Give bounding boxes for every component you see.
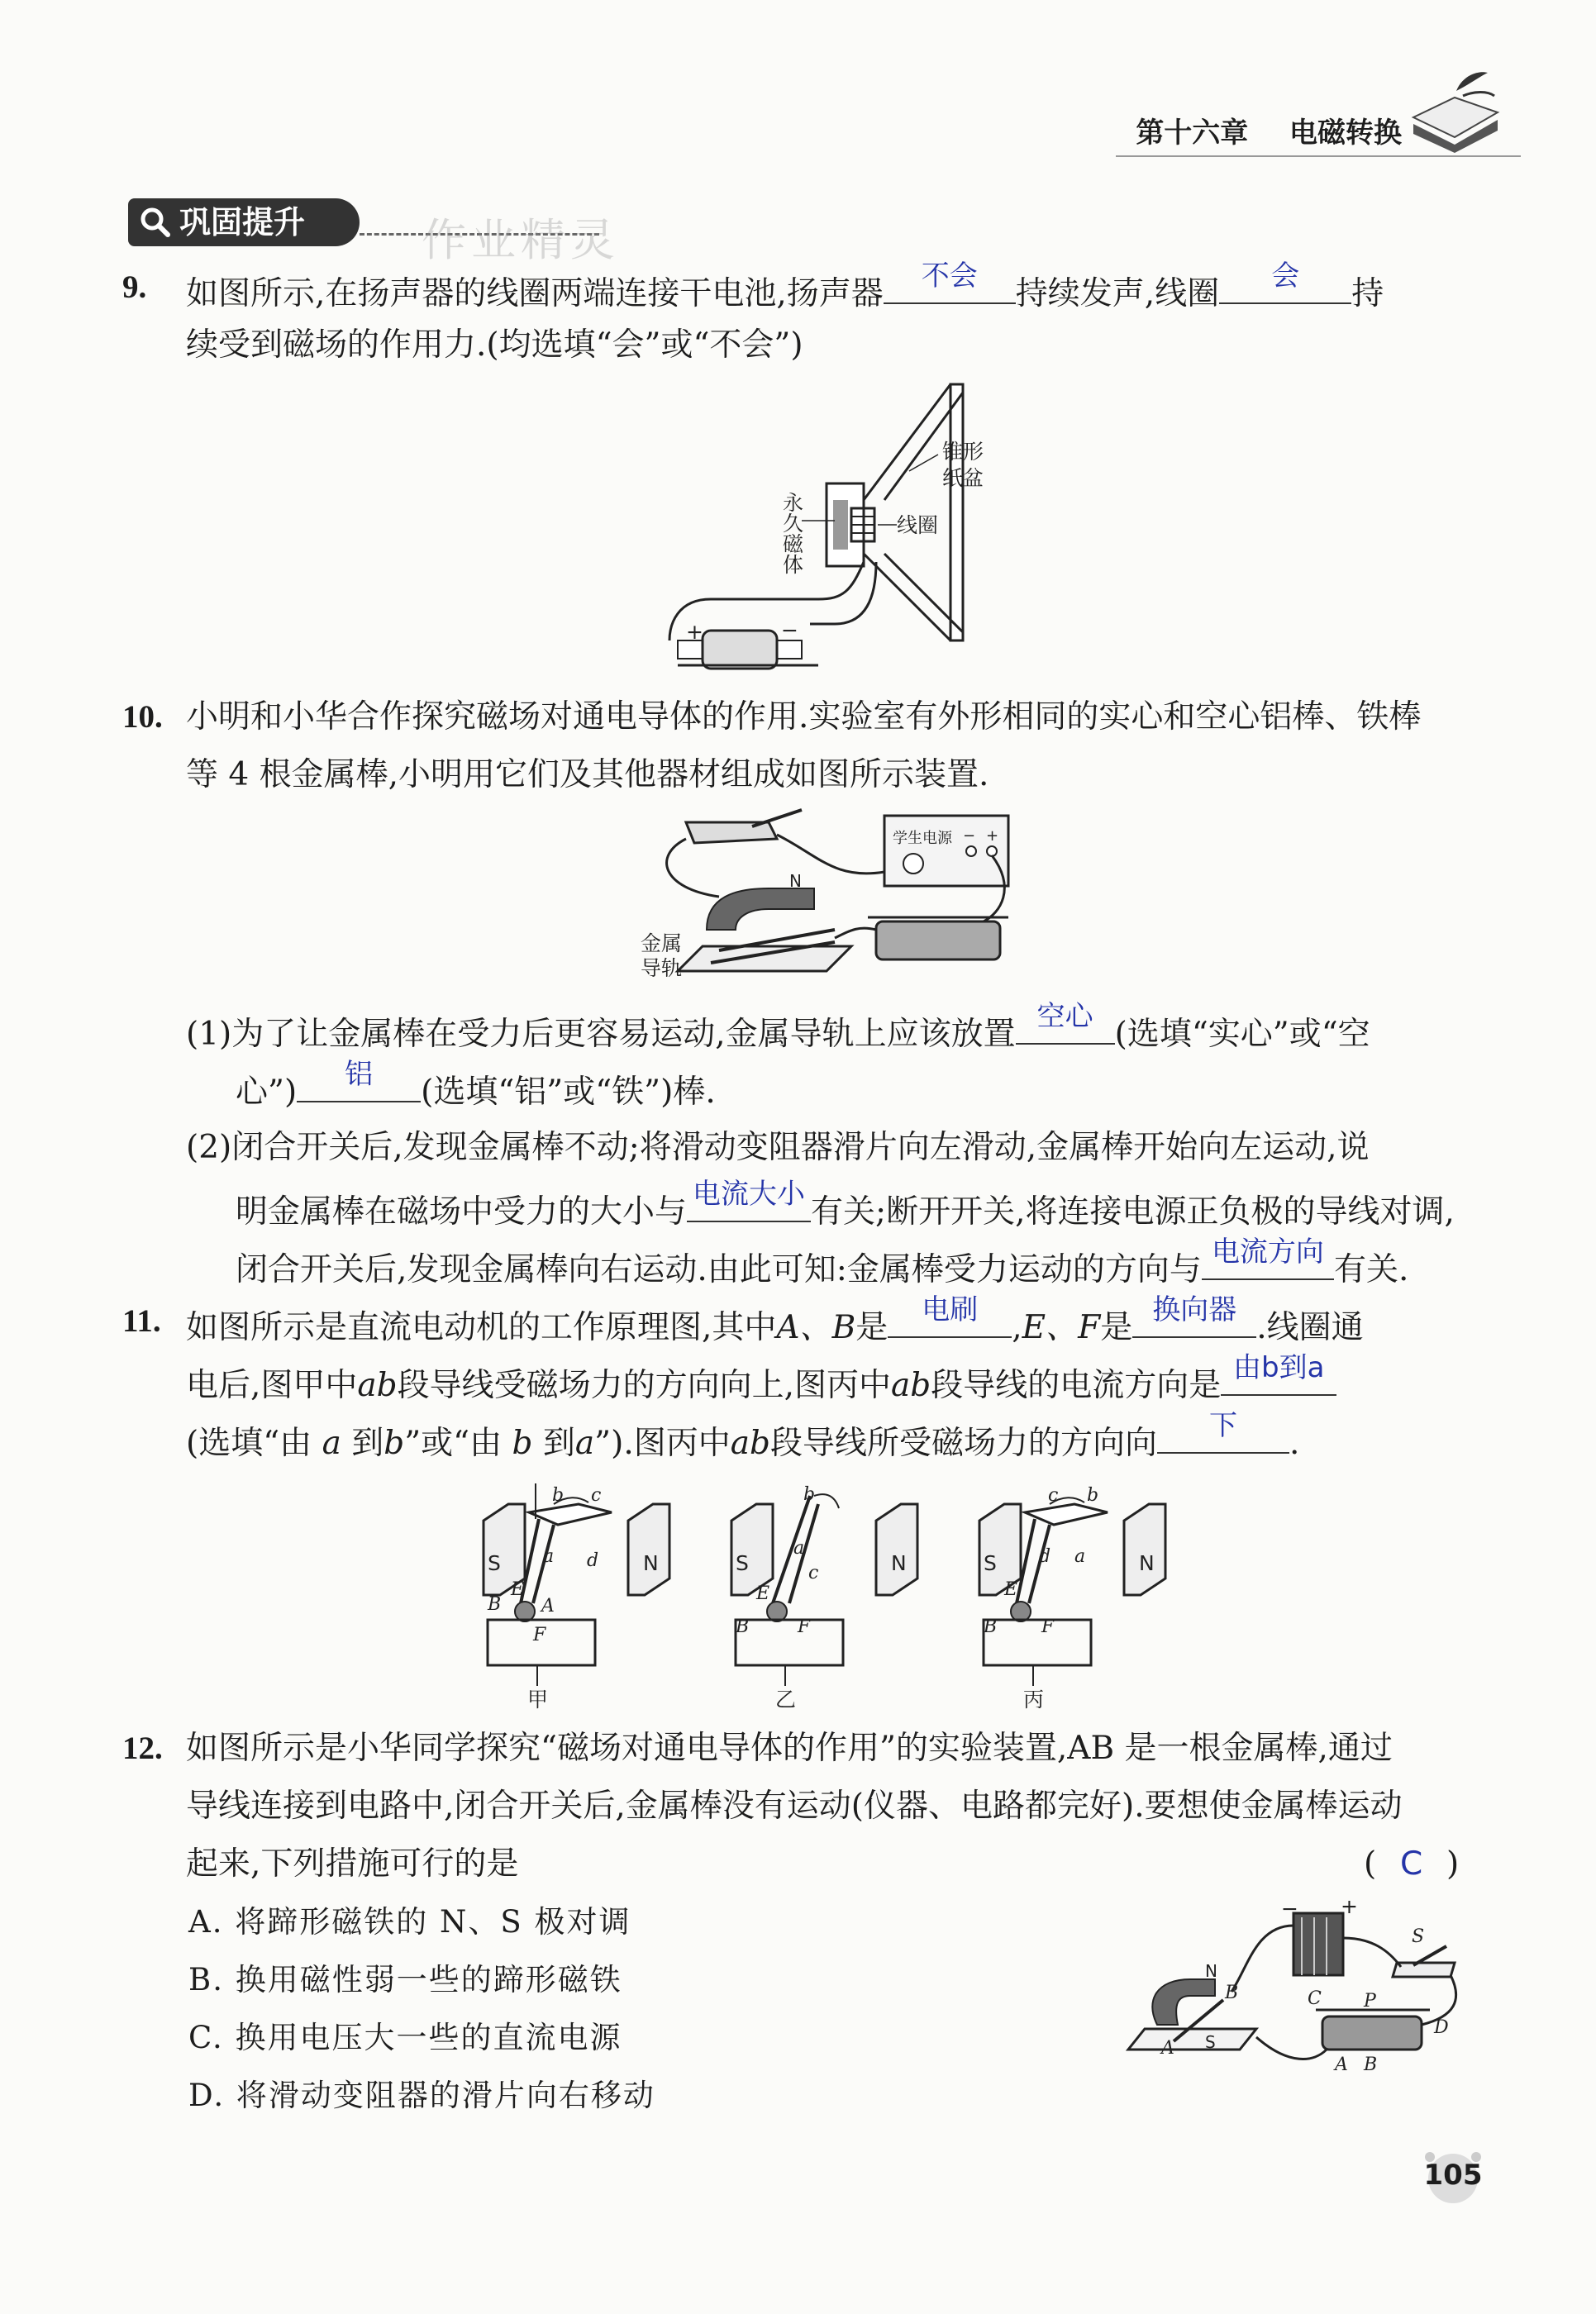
q11-t20: a — [574, 1425, 595, 1462]
q11-t21: ”).图丙中 — [594, 1425, 731, 1462]
bing-bb: B — [984, 1616, 998, 1637]
q11-answer2: 换向器 — [1152, 1293, 1237, 1326]
q9-answer1: 不会 — [921, 259, 978, 293]
q9-blank1 — [884, 259, 1016, 304]
q12-number: 12. — [122, 1731, 163, 1766]
jia-a: a — [543, 1546, 555, 1567]
bing-b: b — [1087, 1485, 1099, 1506]
motor-bing — [979, 1485, 1165, 1711]
q11-t19: 到 — [542, 1425, 575, 1462]
q11-line2 — [186, 1351, 1336, 1407]
q11-blank2 — [1132, 1293, 1256, 1338]
q12-option-b: B. 换用磁性弱一些的蹄形磁铁 — [188, 1962, 622, 1997]
rail-label1: 金属 — [641, 931, 683, 955]
q10-p1-text-c: 心”) — [236, 1074, 298, 1111]
bing-n: N — [1139, 1551, 1155, 1575]
q11-answer4: 下 — [1208, 1409, 1237, 1442]
q10-p2-text-b1: 明金属棒在磁场中受力的大小与 — [236, 1193, 688, 1231]
bing-f: F — [1041, 1616, 1055, 1637]
q10-answer2: 铝 — [345, 1058, 374, 1091]
power-minus: − — [963, 827, 976, 845]
jia-f: F — [533, 1625, 546, 1645]
jia-e: E — [511, 1579, 525, 1600]
q9-text-a: 如图所示,在扬声器的线圈两端连接干电池,扬声器 — [186, 275, 884, 312]
q11-blank1 — [888, 1293, 1012, 1338]
caption-jia: 甲 — [527, 1688, 549, 1711]
q10-p2-text-c1: 闭合开关后,发现金属棒向右运动.由此可知:金属棒受力运动的方向与 — [236, 1251, 1202, 1288]
bing-s: S — [984, 1551, 997, 1575]
q11-t6: 是 — [1100, 1309, 1133, 1346]
label-coil: 线圈 — [897, 513, 939, 537]
q11-t12: 段导线的电流方向是 — [931, 1367, 1222, 1404]
q12-option-a: A. 将蹄形磁铁的 N、S 极对调 — [188, 1904, 631, 1940]
jia-b: b — [552, 1485, 565, 1506]
chapter-number: 第十六章 — [1136, 117, 1249, 150]
bing-d: d — [1039, 1546, 1051, 1567]
q10-number: 10. — [122, 699, 163, 735]
section-title — [128, 198, 360, 246]
q10-blank2 — [297, 1058, 421, 1102]
q12-p: P — [1364, 1991, 1376, 2012]
speaker-minus: − — [781, 618, 798, 642]
q9-text-c: 持 — [1351, 275, 1384, 312]
q11-number: 11. — [122, 1303, 161, 1339]
q10-p1-text-b: (选填“实心”或“空 — [1114, 1016, 1370, 1053]
q10-line2: 等 4 根金属棒,小明用它们及其他器材组成如图所示装置. — [186, 756, 989, 793]
q10-blank4 — [1202, 1236, 1334, 1280]
q10-answer4: 电流方向 — [1211, 1236, 1324, 1269]
q11-t1: 如图所示是直流电动机的工作原理图,其中 — [186, 1309, 777, 1346]
yi-a: a — [793, 1538, 805, 1559]
jia-n: N — [643, 1551, 659, 1575]
chapter-header — [1136, 110, 1402, 150]
yi-bb: B — [736, 1616, 750, 1637]
q10-p2-text-c2: 有关. — [1333, 1251, 1409, 1288]
q12-a: A — [1335, 2055, 1348, 2075]
q10-answer1: 空心 — [1036, 1000, 1093, 1033]
q12-option-d: D. 将滑动变阻器的滑片向右移动 — [188, 2078, 655, 2113]
q12-figure — [1124, 1901, 1471, 2083]
jia-d: d — [587, 1550, 599, 1571]
yi-b: b — [803, 1484, 816, 1505]
q10-p2-text-b2: 有关;断开开关,将连接电源正负极的导线对调, — [811, 1193, 1455, 1231]
q11-line1 — [186, 1293, 1364, 1350]
q11-t15: 到 — [351, 1425, 384, 1462]
q11-answer3: 由b到a — [1233, 1351, 1325, 1384]
q12-b-top: B — [1225, 1983, 1239, 2003]
q11-t17: ”或“由 — [404, 1425, 503, 1462]
caption-bing: 丙 — [1023, 1688, 1045, 1711]
bing-e: E — [1004, 1579, 1018, 1600]
q10-blank3 — [687, 1178, 811, 1222]
book-icon — [1405, 66, 1504, 157]
q10-p2-line3 — [236, 1236, 1409, 1292]
power-plus: + — [986, 827, 999, 845]
q11-t4: , — [1012, 1309, 1022, 1346]
label-magnet: 永久磁体 — [779, 492, 804, 574]
bing-c: c — [1048, 1485, 1059, 1506]
q11-blank4 — [1157, 1409, 1289, 1454]
motor-yi — [731, 1484, 917, 1711]
speaker-plus: + — [686, 620, 703, 644]
caption-yi: 乙 — [775, 1688, 797, 1711]
section-title-text: 巩固提升 — [179, 204, 306, 240]
q11-t8: 电后,图甲中 — [186, 1367, 358, 1404]
speaker-figure — [645, 376, 992, 682]
q10-line1: 小明和小华合作探究磁场对通电导体的作用.实验室有外形相同的实心和空心铝棒、铁棒 — [186, 698, 1422, 736]
q12-plus: + — [1341, 1901, 1358, 1918]
q12-s: S — [1205, 2032, 1216, 2052]
header-rule — [1116, 155, 1521, 157]
q10-answer3: 电流大小 — [693, 1178, 806, 1211]
q11-t7: .线圈通 — [1256, 1309, 1364, 1346]
q11-line3 — [186, 1409, 1300, 1465]
q11-t13: (选填“由 — [186, 1425, 312, 1462]
q12-a-bottom: A — [1161, 2038, 1174, 2059]
q11-t14: a — [322, 1425, 341, 1462]
magnet-n: N — [789, 871, 802, 891]
rail-figure — [636, 806, 1025, 1000]
q11-t3: 是 — [855, 1309, 889, 1346]
q12-d: D — [1434, 2017, 1449, 2038]
q12-option-c: C. 换用电压大一些的直流电源 — [188, 2020, 622, 2055]
q11-t18: b — [512, 1425, 533, 1462]
q12-answer-paren — [1364, 1843, 1471, 1886]
q11-t22: ab — [730, 1425, 770, 1462]
q10-blank1 — [1016, 1000, 1115, 1045]
bing-a: a — [1074, 1546, 1086, 1567]
q9-blank2 — [1219, 259, 1351, 304]
chapter-title: 电磁转换 — [1289, 117, 1402, 150]
label-cone2: 纸盆 — [942, 466, 984, 490]
yi-n: N — [891, 1551, 907, 1575]
jia-c: c — [591, 1485, 602, 1506]
motor-jia — [484, 1483, 669, 1711]
q12-c: C — [1308, 1988, 1322, 2009]
q11-answer1: 电刷 — [922, 1293, 979, 1326]
page-number: 105 — [1423, 2159, 1483, 2192]
label-cone1: 锥形 — [942, 440, 984, 464]
q9-answer2: 会 — [1271, 259, 1300, 293]
q10-p1-line2 — [236, 1058, 716, 1114]
q11-t16: b — [384, 1425, 405, 1462]
q10-p2-line1: (2)闭合开关后,发现金属棒不动;将滑动变阻器滑片向左滑动,金属棒开始向左运动,说 — [186, 1129, 1370, 1166]
q12-line1: 如图所示是小华同学探究“磁场对通电导体的作用”的实验装置,AB 是一根金属棒,通过 — [186, 1730, 1393, 1767]
magnifier-icon — [140, 207, 171, 238]
q10-p1-text-a: (1)为了让金属棒在受力后更容易运动,金属导轨上应该放置 — [186, 1016, 1016, 1053]
q11-t9: ab — [357, 1367, 398, 1404]
yi-f: F — [798, 1616, 811, 1637]
yi-e: E — [756, 1583, 770, 1604]
q11-t23: 段导线所受磁场力的方向向 — [769, 1425, 1157, 1462]
q9-line2: 续受到磁场的作用力.(均选填“会”或“不会”) — [186, 326, 803, 364]
yi-s: S — [736, 1551, 749, 1575]
q11-blank3 — [1221, 1351, 1336, 1396]
q12-answer: C — [1400, 1845, 1423, 1883]
q11-t11: ab — [891, 1367, 931, 1404]
jia-bb: B — [488, 1594, 502, 1615]
q11-t10: 段导线受磁场力的方向向上,图丙中 — [397, 1367, 892, 1404]
watermark: 作业精灵 — [422, 214, 620, 266]
power-label: 学生电源 — [893, 830, 952, 847]
q9-text-b: 持续发声,线圈 — [1015, 275, 1220, 312]
yi-c: c — [808, 1563, 819, 1583]
q12-line2: 导线连接到电路中,闭合开关后,金属棒没有运动(仪器、电路都完好).要想使金属棒运动 — [186, 1788, 1403, 1825]
q12-minus: − — [1281, 1901, 1298, 1921]
q12-switch-s: S — [1412, 1926, 1425, 1947]
jia-s: S — [488, 1551, 501, 1575]
q11-t5: E、F — [1022, 1309, 1101, 1346]
q12-paren-left: ( — [1364, 1845, 1377, 1883]
jia-aa: A — [541, 1596, 555, 1616]
q10-p1-text-d: (选填“铝”或“铁”)棒. — [421, 1074, 716, 1111]
q9-number: 9. — [122, 269, 147, 305]
q12-paren-right: ) — [1446, 1845, 1460, 1883]
q12-line3: 起来,下列措施可行的是 — [186, 1845, 519, 1883]
q11-t2: A、B — [776, 1309, 856, 1346]
motor-figures — [463, 1479, 1174, 1711]
q10-p2-line2 — [236, 1178, 1455, 1234]
q11-t24: . — [1289, 1425, 1300, 1462]
q12-n: N — [1205, 1961, 1217, 1981]
rail-label2: 导轨 — [641, 956, 683, 980]
q10-p1-line1 — [186, 1000, 1370, 1056]
q9-line1 — [186, 259, 1384, 316]
q12-b: B — [1364, 2055, 1378, 2075]
